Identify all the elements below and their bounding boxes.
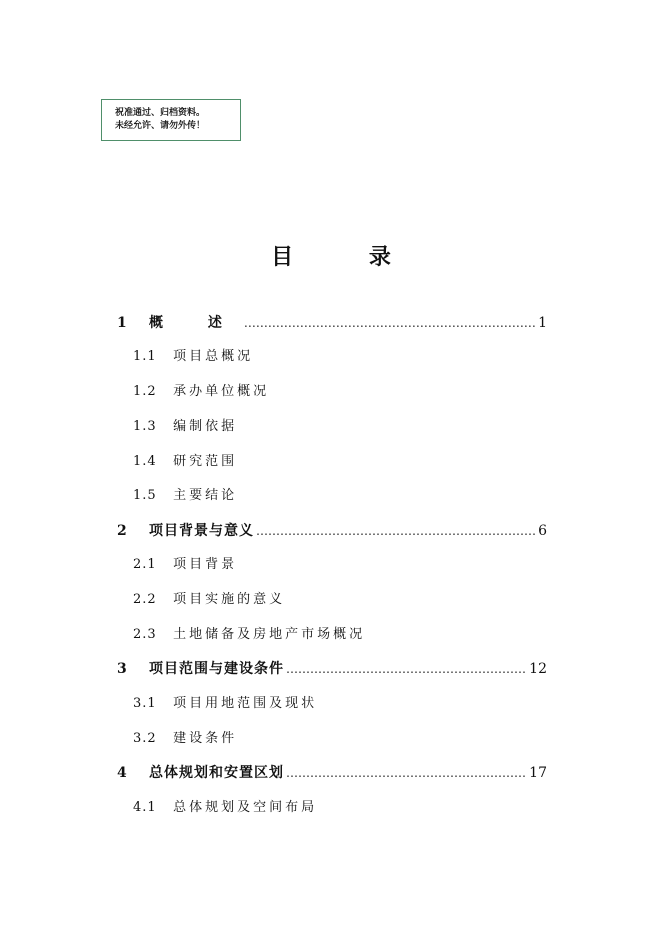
toc-section[interactable] (133, 694, 317, 714)
section-title: 总体规划及空间布局 (173, 800, 318, 815)
section-title: 研究范围 (173, 454, 238, 469)
toc-section[interactable] (133, 625, 365, 645)
stamp-line-1: 祝准通过、归档资料。 (115, 108, 206, 118)
toc-section[interactable] (133, 555, 237, 575)
chapter-title: 项目背景与意义 (149, 523, 254, 539)
section-title: 土地储备及房地产市场概况 (173, 627, 366, 642)
stamp-line-2: 未经允许、请勿外传！ (115, 121, 206, 131)
toc-chapter[interactable] (117, 659, 547, 679)
section-number: 1.3 (133, 419, 157, 434)
toc-section[interactable] (133, 729, 237, 749)
toc-chapter[interactable] (117, 763, 547, 783)
page-number: 17 (529, 765, 547, 781)
section-number: 1.4 (133, 454, 157, 469)
chapter-title: 概 述 (149, 315, 242, 331)
page-number: 6 (538, 523, 547, 539)
chapter-number: 4 (117, 765, 127, 781)
section-number: 1.1 (133, 349, 157, 364)
dot-leader (286, 659, 527, 679)
dot-leader (286, 763, 527, 783)
dot-leader (256, 521, 536, 541)
section-number: 2.1 (133, 557, 157, 572)
section-number: 2.3 (133, 627, 157, 642)
section-title: 承办单位概况 (173, 384, 270, 399)
toc-section[interactable] (133, 798, 317, 818)
chapter-title: 项目范围与建设条件 (149, 661, 284, 677)
page-number: 1 (538, 315, 547, 331)
dot-leader (244, 313, 536, 333)
toc-chapter[interactable] (117, 313, 547, 333)
section-title: 项目实施的意义 (173, 592, 286, 607)
section-title: 编制依据 (173, 419, 238, 434)
section-number: 1.5 (133, 488, 157, 503)
toc-section[interactable] (133, 347, 253, 367)
chapter-number: 3 (117, 661, 127, 677)
chapter-number: 2 (117, 523, 127, 539)
chapter-title: 总体规划和安置区划 (149, 765, 284, 781)
toc-section[interactable] (133, 417, 237, 437)
section-number: 3.2 (133, 731, 157, 746)
section-title: 项目背景 (173, 557, 238, 572)
section-number: 3.1 (133, 696, 157, 711)
toc-section[interactable] (133, 452, 237, 472)
section-number: 1.2 (133, 384, 157, 399)
section-title: 主要结论 (173, 488, 238, 503)
toc-section[interactable] (133, 486, 237, 506)
watermark-stamp (101, 99, 241, 141)
page-title: 目 录 (271, 245, 425, 270)
section-number: 4.1 (133, 800, 157, 815)
page-number: 12 (529, 661, 547, 677)
section-title: 项目用地范围及现状 (173, 696, 318, 711)
toc-section[interactable] (133, 382, 269, 402)
toc-section[interactable] (133, 590, 285, 610)
section-title: 项目总概况 (173, 349, 254, 364)
toc-chapter[interactable] (117, 521, 547, 541)
section-title: 建设条件 (173, 731, 238, 746)
chapter-number: 1 (117, 315, 127, 331)
section-number: 2.2 (133, 592, 157, 607)
